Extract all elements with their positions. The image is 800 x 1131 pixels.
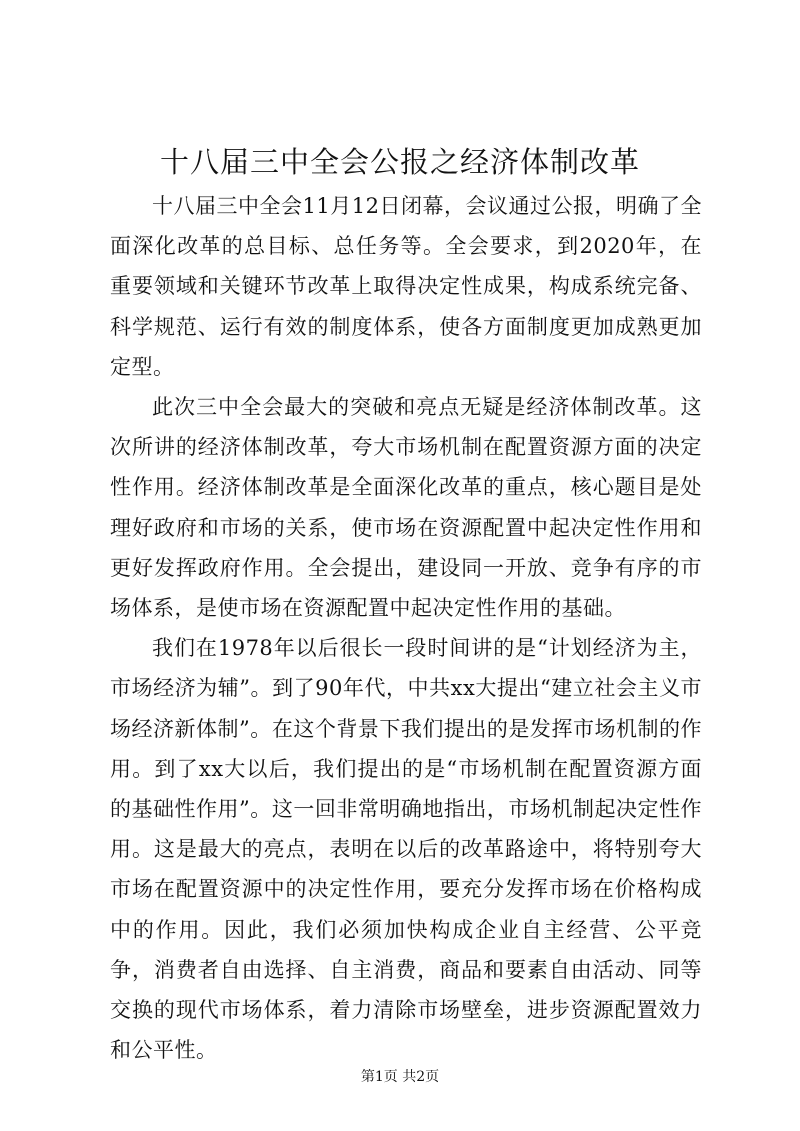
page-number-footer: 第1页 共2页 [360,1069,440,1085]
paragraph-2: 此次三中全会最大的突破和亮点无疑是经济体制改革。这次所讲的经济体制改革，夸大市场机制在配置资源方面的决定性作用。经济体制改革是全面深化改革的重点，核心题目是处理好政府和市场的关系，使市场在资源配置中起决定性作用和更好发挥政府作用。全会提出，建设同一开放、竞争有序的市场体系，是使市场在资源配置中起决定性作用的基础。 [110,395,702,621]
document-body [110,186,702,1070]
document-title: 十八届三中全会公报之经济体制改革 [159,145,640,179]
paragraph-1: 十八届三中全会11月12日闭幕，会议通过公报，明确了全面深化改革的总目标、总任务等。全会要求，到2020年，在重要领域和关键环节改革上取得决定性成果，构成系统完备、科学规范、运行有效的制度体系，使各方面制度更加成熟更加定型。 [110,194,702,379]
paragraph-3: 我们在1978年以后很长一段时间讲的是“计划经济为主，市场经济为辅”。到了90年代，中共xx大提出“建立社会主义市场经济新体制”。在这个背景下我们提出的是发挥市场机制的作用。到了xx大以后，我们提出的是“市场机制在配置资源方面的基础性作用”。这一回非常明确地指出，市场机制起决定性作用。这是最大的亮点，表明在以后的改革路途中，将特别夸大市场在配置资源中的决定性作用，要充分发挥市场在价格构成中的作用。因此，我们必须加快构成企业自主经营、公平竞争，消费者自由选择、自主消费，商品和要素自由活动、同等交换的现代市场体系，着力清除市场壁垒，进步资源配置效力和公平性。 [110,636,702,1063]
